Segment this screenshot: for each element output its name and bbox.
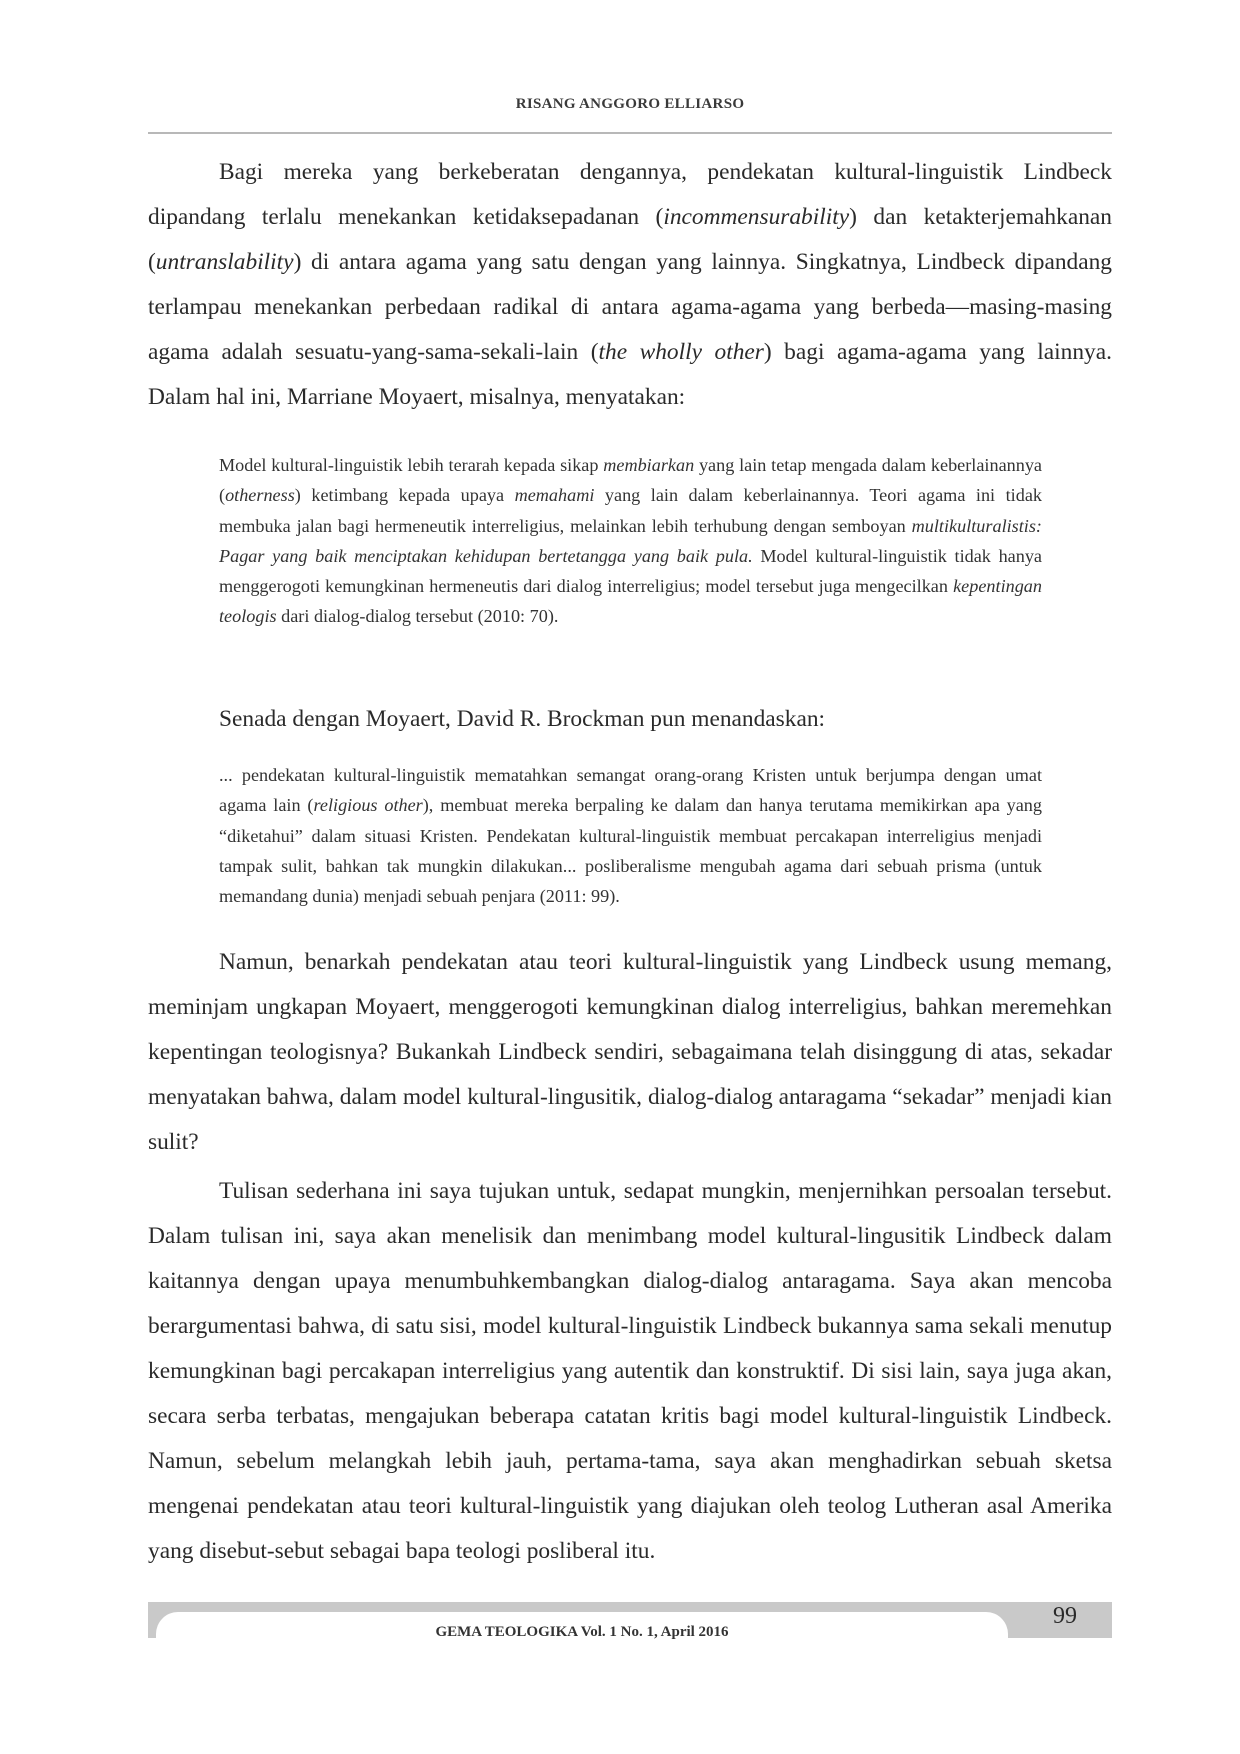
term-incommensurability: incommensurability <box>663 204 850 230</box>
quote-1-text-3: ) ketimbang kepada upaya <box>294 485 515 506</box>
quote-1-text-5: Model kultural-linguistik tidak hanya menggerogoti kemungkinan hermeneutis dari dialog interreligius; model tersebut juga mengecilkan <box>219 545 1042 597</box>
paragraph-3: Tulisan sederhana ini saya tujukan untuk, sedapat mungkin, menjernihkan persoalan tersebut. Dalam tulisan ini, saya akan menelisik dan menimbang model kultural-lingusitik Lindbeck dalam kaitannya dengan upaya menumbuhkembangkan dialog-dialog antaragama. Saya akan mencoba berargumentasi bahwa, di satu sisi, model kultural-linguistik Lindbeck bukannya sama sekali menutup kemungkinan bagi percakapan interreligius yang autentik dan konstruktif. Di sisi lain, saya juga akan, secara serba terbatas, mengajukan beberapa catatan kritis bagi model kultural-linguistik Lindbeck. Namun, sebelum melangkah lebih jauh, pertama-tama, saya akan menghadirkan sebuah sketsa mengenai pendekatan atau teori kultural-linguistik yang diajukan oleh teolog Lutheran asal Amerika yang disebut-sebut sebagai bapa teologi posliberal itu. <box>148 1178 1112 1564</box>
quote-2-text-2: ), membuat mereka berpaling ke dalam dan hanya terutama memikirkan apa yang “diketahui” dalam situasi Kristen. Pendekatan kultural-linguistik membuat percakapan interreligius menjadi tampak sulit, bahkan tak mungkin dilakukan... posliberalisme mengubah agama dari sebuah prisma (untuk memandang dunia) menjadi sebuah penjara (2011: 99). <box>219 795 1042 907</box>
lead-in-brockman: Senada dengan Moyaert, David R. Brockman pun menandaskan: <box>219 706 826 732</box>
quote-2-text-1: ... pendekatan kultural-linguistik mematahkan semangat orang-orang Kristen untuk berjumpa dengan umat agama lain ( <box>219 765 1042 816</box>
journal-citation <box>156 1624 1008 1641</box>
journal-issue: Vol. 1 No. 1, April 2016 <box>577 1624 729 1640</box>
running-head-author: RISANG ANGGORO ELLIARSO <box>515 96 745 112</box>
term-wholly-other: the wholly other <box>598 339 764 365</box>
quote-1-italic-1: membiarkan <box>603 455 695 475</box>
journal-name: GEMA TEOLOGIKA <box>435 1624 578 1640</box>
quote-1-italic-4: multikulturalistis: Pagar yang baik menciptakan kehidupan bertetangga yang baik pula. <box>219 515 1042 566</box>
quote-1-text-4: yang lain dalam keberlainannya. Teori agama ini tidak membuka jalan bagi hermeneutik interreligius, melainkan lebih terhubung dengan semboyan <box>219 485 1042 536</box>
quote-2-italic-1: religious other <box>313 795 423 816</box>
quote-1-italic-5: kepentingan teologis <box>219 576 1042 627</box>
quote-1-italic-2: otherness <box>225 485 295 506</box>
term-untranslability: untranslability <box>155 249 294 275</box>
quote-1-text-1: Model kultural-linguistik lebih terarah kepada sikap <box>219 455 604 475</box>
paragraph-1-text-4: ) bagi agama-agama yang lainnya. Dalam hal ini, Marriane Moyaert, misalnya, menyatakan: <box>148 339 1112 410</box>
paragraph-1-text-3: ) di antara agama yang satu dengan yang lainnya. Singkatnya, Lindbeck dipandang terlampau menekankan perbedaan radikal di antara agama-agama yang berbeda—masing-masing agama adalah sesuatu-yang-sama-sekali-lain ( <box>148 249 1112 365</box>
quote-1-italic-3: memahami <box>514 485 595 506</box>
paragraph-2: Namun, benarkah pendekatan atau teori kultural-linguistik yang Lindbeck usung memang, meminjam ungkapan Moyaert, menggerogoti kemungkinan dialog interreligius, bahkan meremehkan kepentingan teologisnya? Bukankah Lindbeck sendiri, sebagaimana telah disinggung di atas, sekadar menyatakan bahwa, dalam model kultural-lingusitik, dialog-dialog antaragama “sekadar” menjadi kian sulit? <box>148 949 1112 1155</box>
block-quote-moyaert <box>219 450 1042 632</box>
paragraph-1-text-2: ) dan ketakterjemahkanan ( <box>148 204 1112 275</box>
quote-1-text-6: dari dialog-dialog tersebut (2010: 70). <box>276 606 559 627</box>
paragraph-1-text-1: Bagi mereka yang berkeberatan dengannya, pendekatan kultural-linguistik Lindbeck dipandang terlalu menekankan ketidaksepadanan ( <box>148 159 1112 230</box>
block-quote-brockman <box>219 760 1042 911</box>
paragraph-1 <box>148 150 1112 420</box>
header-rule <box>148 132 1112 134</box>
quote-1-text-2: yang lain tetap mengada dalam keberlainannya ( <box>219 455 1042 506</box>
page-number: 99 <box>1053 1603 1077 1629</box>
